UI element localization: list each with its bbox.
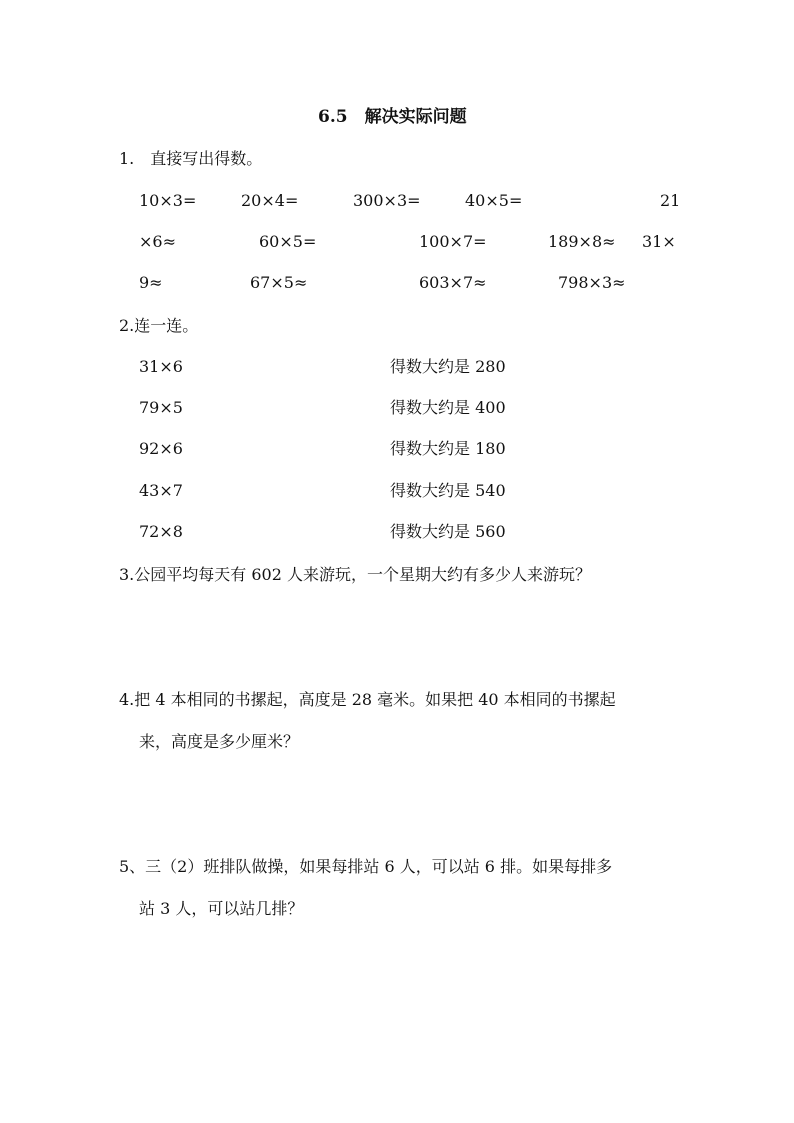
q2-heading: 2.连一连。	[119, 316, 199, 335]
q3-text: 3.公园平均每天有 602 人来游玩，一个星期大约有多少人来游玩？	[119, 565, 591, 584]
match-right-item[interactable]: 得数大约是 560	[390, 522, 506, 541]
q1-heading: 1. 直接写出得数。	[119, 149, 263, 168]
match-right-item[interactable]: 得数大约是 180	[390, 439, 506, 458]
q4-line2: 来，高度是多少厘米？	[139, 732, 300, 751]
q1-item: 40×5=	[465, 191, 523, 210]
q1-item: 67×5≈	[250, 273, 308, 292]
match-left-item[interactable]: 79×5	[139, 398, 183, 417]
match-right-item[interactable]: 得数大约是 540	[390, 481, 506, 500]
q1-item: 798×3≈	[558, 273, 626, 292]
q1-item: 21	[660, 191, 681, 210]
q5-line2: 站 3 人，可以站几排？	[139, 899, 304, 918]
q4-line1: 4.把 4 本相同的书摞起，高度是 28 毫米。如果把 40 本相同的书摞起	[119, 690, 616, 709]
q1-item: 10×3=	[139, 191, 197, 210]
match-right-item[interactable]: 得数大约是 400	[390, 398, 506, 417]
q1-item: 9≈	[139, 273, 163, 292]
q1-item: 603×7≈	[419, 273, 487, 292]
q1-item: 60×5=	[259, 232, 317, 251]
q1-item: 189×8≈	[548, 232, 616, 251]
q1-item: 100×7=	[419, 232, 487, 251]
match-right-item[interactable]: 得数大约是 280	[390, 357, 506, 376]
q1-item: 31×	[642, 232, 676, 251]
q1-item: 20×4=	[241, 191, 299, 210]
match-left-item[interactable]: 31×6	[139, 357, 183, 376]
q5-line1: 5、三（2）班排队做操，如果每排站 6 人，可以站 6 排。如果每排多	[119, 857, 613, 876]
match-left-item[interactable]: 43×7	[139, 481, 183, 500]
match-left-item[interactable]: 72×8	[139, 522, 183, 541]
q1-item: 300×3=	[353, 191, 421, 210]
match-left-item[interactable]: 92×6	[139, 439, 183, 458]
page-title: 6.5 解决实际问题	[318, 107, 467, 127]
q1-item: ×6≈	[139, 232, 176, 251]
